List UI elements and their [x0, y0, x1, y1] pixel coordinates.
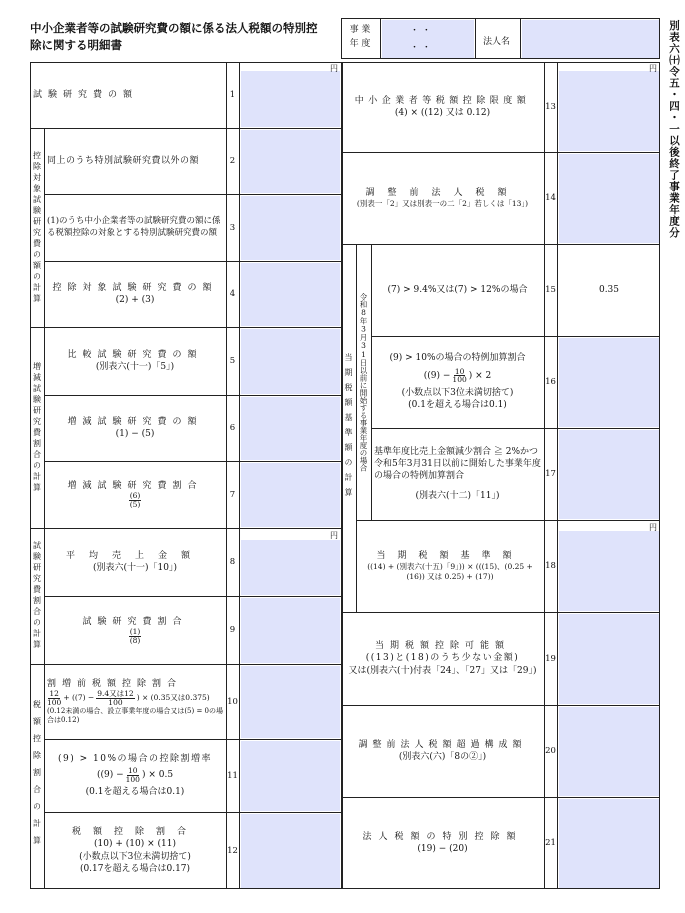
row-13: [341, 62, 544, 152]
yen-unit-18: 円: [649, 523, 657, 532]
input-5[interactable]: [241, 329, 340, 394]
row-18-formula: ((14) + (別表六(十五)「9」)) × (((15)、(0.25 + (16)) 又は 0.25) + (17)): [367, 561, 533, 582]
row-1-number: 1: [229, 90, 236, 100]
fiscal-year-label: 事 業 年 度: [349, 25, 371, 49]
row-8-label: 平均売上金額: [65, 550, 204, 561]
yen-unit-13: 円: [649, 64, 657, 73]
row-9-label: 試験研究費割合: [82, 616, 188, 627]
row-19-number: 19: [545, 653, 556, 664]
row-17-number: 17: [545, 469, 556, 479]
row-21-label: 法人税額の特別控除額: [362, 831, 523, 842]
corp-name-label: 法人名: [483, 37, 511, 47]
row-13-number: 13: [545, 102, 556, 112]
row-11-formula: ((9) − $\frac{10}{100}$ ) × 0.5: [96, 766, 174, 784]
row-20-label: 調整前法人税額超過構成額: [358, 739, 527, 750]
row-12: [44, 812, 226, 889]
input-17[interactable]: [559, 430, 659, 519]
row-19-label: 当期税額控除可能額: [374, 641, 510, 652]
group-label-1: 控除対象試験研究費の額の計算: [32, 150, 42, 305]
row-8-ref: (別表六(十一)「10」): [93, 563, 177, 573]
row-5-number: 5: [229, 356, 236, 366]
row-5-ref: (別表六(十一)「5」): [95, 362, 175, 372]
input-7[interactable]: [241, 463, 340, 527]
row-6-formula: (1) − (5): [115, 429, 155, 439]
group-label-4: 税額控除割合の計算: [32, 700, 42, 853]
row-20: [341, 705, 544, 797]
row-20-ref: (別表六(六)「8の②」): [398, 752, 487, 762]
row-12-note1: (小数点以下3位未満切捨て): [79, 851, 191, 862]
input-16[interactable]: [559, 338, 659, 427]
row-15-number: 15: [545, 285, 556, 295]
input-18[interactable]: [559, 531, 659, 611]
row-16-note2: (0.1を超える場合は0.1): [408, 400, 507, 411]
row-16: [371, 336, 544, 428]
group-label-3: 試験研究費割合の計算: [32, 541, 42, 651]
input-4[interactable]: [241, 263, 340, 326]
right-group-inner: 令和8年3月31日以前に開始する事業年度の場合: [359, 292, 368, 472]
input-14[interactable]: [559, 154, 659, 243]
row-9-number: 9: [229, 625, 236, 635]
row-13-label: 中小企業者等税額控除限度額: [354, 95, 531, 106]
input-2[interactable]: [241, 130, 340, 193]
row-5-label: 比較試験研究費の額: [67, 349, 203, 360]
row-7-number: 7: [229, 489, 236, 500]
row-10-note: (0.12未満の場合、設立事業年度の場合又は(5) = 0の場合は0.12): [47, 706, 224, 724]
row-4-label: 控除対象試験研究費の額: [52, 282, 218, 293]
row-13-formula: (4) × ((12) 又は 0.12): [394, 108, 491, 118]
row-14-label: 調整前法人税額: [365, 187, 520, 198]
row-11-number: 11: [227, 770, 238, 781]
row-20-number: 20: [545, 746, 556, 756]
row-7: [44, 461, 226, 528]
row-19-ref2: 又は(別表六(十)付表「24」、「27」又は「29」): [348, 665, 537, 676]
row-17: [371, 428, 544, 520]
input-3[interactable]: [241, 196, 340, 260]
fiscal-year-dots-bottom: ・ ・: [410, 43, 431, 53]
input-12[interactable]: [241, 814, 340, 888]
row-12-note2: (0.17を超える場合は0.17): [79, 863, 191, 874]
row-11-note: (0.1を超える場合は0.1): [85, 786, 185, 797]
group-label-2: 増減試験研究費割合の計算: [32, 361, 42, 494]
row-19: [341, 612, 544, 705]
row-18-number: 18: [545, 561, 556, 571]
fiscal-year-dots-top: ・ ・: [410, 26, 431, 36]
right-group-outer: 当期税額基準額の計算: [344, 353, 353, 503]
row-19-ref: ((13)と(18)のうち少ない金額): [365, 653, 520, 664]
row-6-label: 増減試験研究費の額: [67, 416, 203, 427]
row-7-fraction: $\frac{(6)}{(5)}$: [129, 491, 141, 510]
row-21: [341, 797, 544, 889]
row-10-label: 割増前税額控除割合: [47, 678, 183, 689]
input-9[interactable]: [241, 598, 340, 663]
input-13[interactable]: [559, 71, 659, 151]
row-4-formula: (2) + (3): [115, 295, 155, 305]
form-title-line1: 中小企業者等の試験研究費の額に係る法人税額の特別控: [30, 21, 318, 35]
row-21-number: 21: [545, 838, 556, 848]
row-12-formula: (10) + (10) × (11): [94, 839, 176, 850]
row-7-label: 増減試験研究費割合: [67, 481, 203, 492]
row-1-label: 試験研究費の額: [33, 89, 139, 100]
corp-name-input[interactable]: [522, 20, 659, 58]
row-14-ref: (別表一「2」又は別表一の二「2」若しくは「13」): [356, 199, 529, 208]
row-16-label: (9) > 10%の場合の特例加算割合: [389, 353, 526, 364]
row-18: [356, 520, 544, 612]
row-2-label: 同上のうち特別試験研究費以外の額: [47, 155, 200, 166]
row-3-label: (1)のうち中小企業者等の試験研究費の額に係る税額控除の対象とする特別試験研究費の額: [47, 216, 221, 238]
row-11: [44, 739, 226, 812]
row-6: [44, 395, 226, 461]
row-9-fraction: $\frac{(1)}{(8)}$: [129, 626, 141, 645]
row-16-number: 16: [545, 377, 556, 387]
row-2-number: 2: [229, 156, 236, 166]
row-11-label: (9) > 10%の場合の控除割増率: [57, 753, 213, 764]
row-4-number: 4: [229, 289, 236, 299]
row-8-number: 8: [229, 557, 236, 567]
row-17-label: 基準年度比売上金額減少割合 ≧ 2%かつ令和5年3月31日以前に開始した事業年度の場合の特例加算割合: [374, 446, 541, 481]
row-3-number: 3: [229, 222, 236, 233]
row-8: [44, 528, 226, 596]
row-21-formula: (19) − (20): [417, 844, 468, 854]
row-14: [341, 152, 544, 244]
row-15-label: (7) > 9.4%又は(7) > 12%の場合: [387, 284, 528, 295]
yen-unit-8: 円: [330, 531, 338, 540]
side-title: 別表六㈩令五・四・一以後終了事業年度分: [668, 20, 680, 239]
row-12-number: 12: [227, 845, 238, 856]
input-19[interactable]: [559, 614, 659, 704]
form-title-line2: 除に関する明細書: [30, 37, 122, 52]
row-16-note1: (小数点以下3位未満切捨て): [401, 388, 514, 399]
row-5: [44, 327, 226, 395]
row-9: [44, 596, 226, 664]
input-11[interactable]: [241, 741, 340, 811]
row-15-value: 0.35: [598, 285, 620, 295]
row-10-number: 10: [227, 696, 238, 707]
input-10[interactable]: [241, 666, 340, 738]
row-10: [44, 664, 226, 739]
input-8[interactable]: [241, 540, 340, 595]
row-12-label: 税額控除割合: [71, 827, 198, 838]
form-title: [30, 20, 335, 53]
row-18-label: 当期税額基準額: [376, 550, 524, 561]
row-4: [44, 261, 226, 327]
input-6[interactable]: [241, 397, 340, 460]
input-20[interactable]: [559, 707, 659, 796]
row-16-formula: ((9) − $\frac{10}{100}$ ) × 2: [423, 366, 492, 385]
input-1[interactable]: [241, 71, 340, 127]
row-17-ref: (別表六(十二)「11」): [415, 491, 500, 502]
row-10-formula: $\frac{12}{100}$ + ((7) − $\frac{\text{9.4又は12}}{100}$ ) × (0.35又は0.375): [47, 689, 210, 707]
yen-unit-1: 円: [330, 64, 338, 73]
row-14-number: 14: [545, 193, 556, 203]
input-21[interactable]: [559, 799, 659, 888]
row-6-number: 6: [229, 423, 236, 433]
